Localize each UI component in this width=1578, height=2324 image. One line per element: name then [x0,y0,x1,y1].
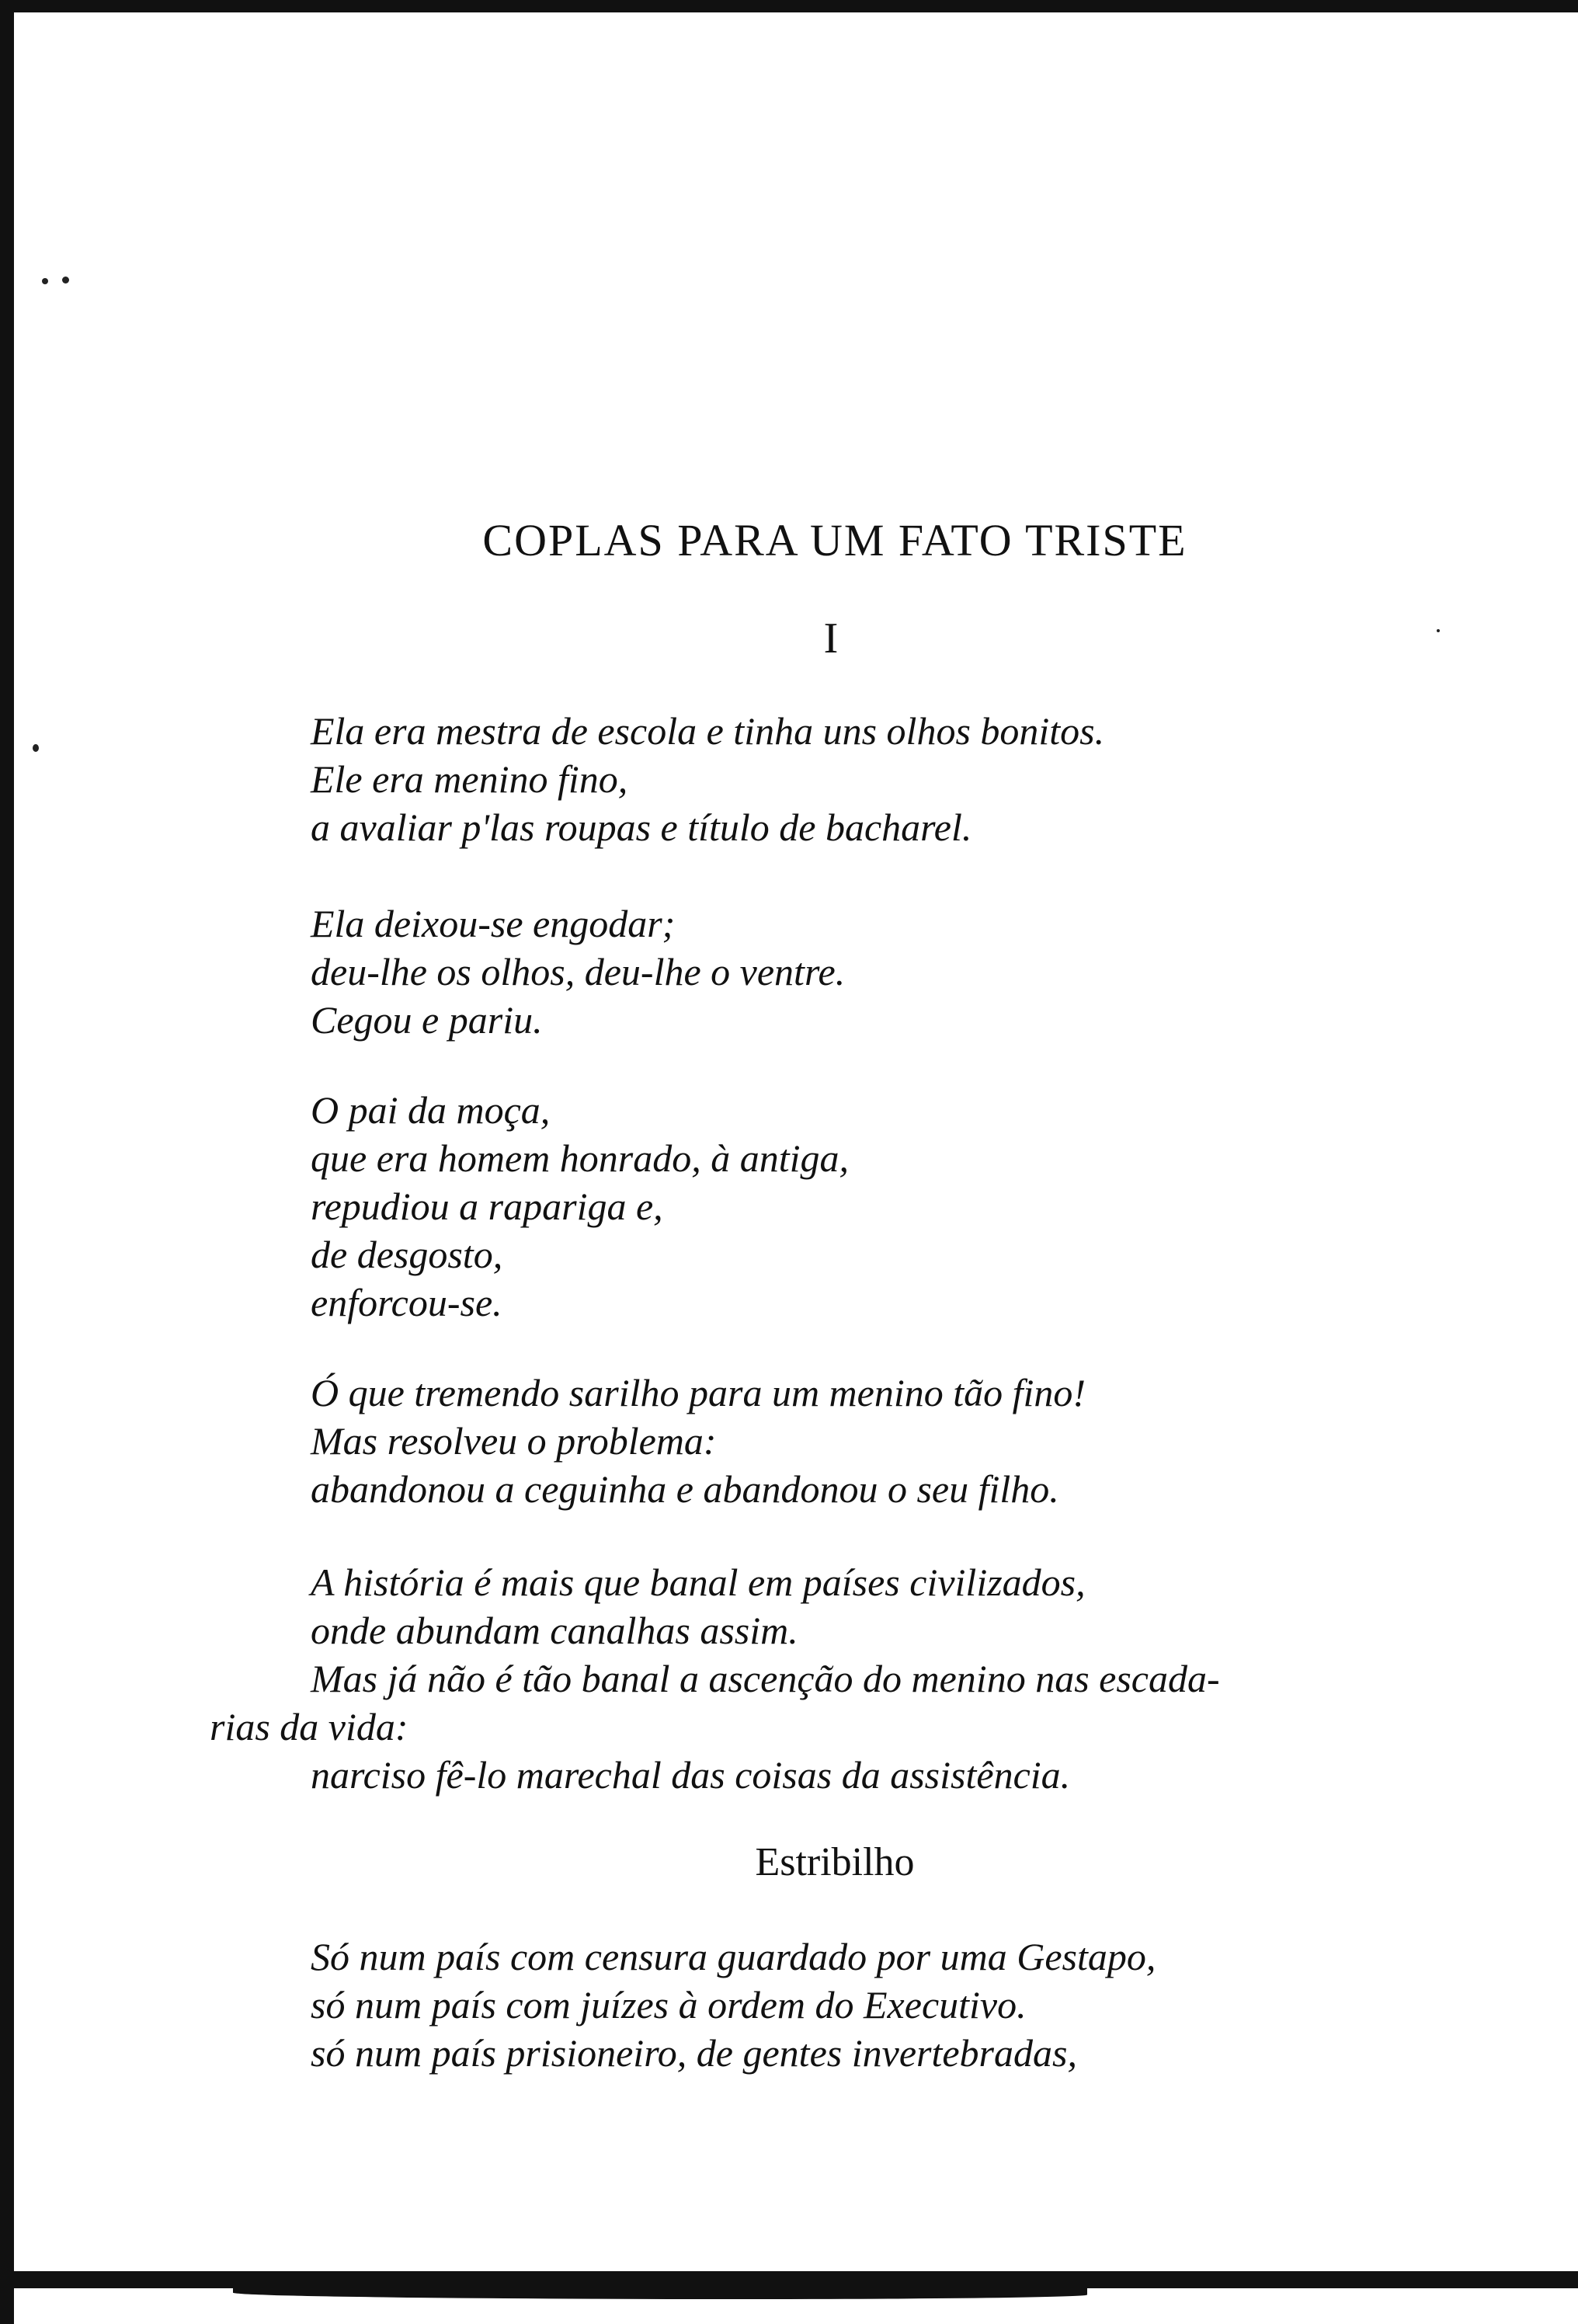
verse-line: Ó que tremendo sarilho para um menino tão fino! [311,1371,1086,1414]
verse-line: a avaliar p'las roupas e título de bacharel. [311,805,972,849]
scan-border-bottom [0,2271,1578,2288]
stanza-4 [311,1369,1475,1513]
verse-line: que era homem honrado, à antiga, [311,1136,849,1180]
scan-speck [42,278,48,284]
verse-line: enforcou-se. [311,1281,502,1324]
verse-line: O pai da moça, [311,1088,551,1132]
verse-line: Ela deixou-se engodar; [311,902,676,945]
scan-border-left [0,0,14,2324]
scan-border-bottom-edge [233,2288,1087,2299]
verse-line: A história é mais que banal em países civilizados, [311,1560,1086,1604]
refrain-heading: Estribilho [755,1840,915,1884]
verse-line: de desgosto, [311,1233,503,1276]
scan-speck [62,277,69,284]
verse-line: Ele era menino fino, [311,757,628,801]
verse-line: só num país com juízes à ordem do Executivo. [311,1983,1027,2027]
verse-line: narciso fê-lo marechal das coisas da assistência. [311,1753,1071,1797]
verse-line: só num país prisioneiro, de gentes invertebradas, [311,2031,1077,2075]
section-numeral: I [823,614,839,663]
stanza-5 [210,1558,1475,1799]
stanza-2 [311,899,1475,1044]
verse-line: Ela era mestra de escola e tinha uns olhos bonitos. [311,709,1105,753]
verse-line: Só num país com censura guardado por uma Gestapo, [311,1935,1156,1978]
verse-line: Mas resolveu o problema: [311,1419,717,1463]
scan-border-top [0,0,1578,12]
poem-title: COPLAS PARA UM FATO TRISTE [482,515,1187,565]
stanza-1 [311,707,1475,851]
verse-line: deu-lhe os olhos, deu-lhe o ventre. [311,950,846,993]
verse-line: Mas já não é tão banal a ascenção do menino nas escada- [311,1657,1220,1700]
verse-line: repudiou a rapariga e, [311,1185,663,1228]
verse-line: abandonou a ceguinha e abandonou o seu filho. [311,1467,1059,1511]
stanza-3 [311,1086,1475,1327]
verse-line-continuation: rias da vida: [210,1705,408,1748]
scan-speck [33,744,39,752]
verse-line: onde abundam canalhas assim. [311,1609,798,1652]
refrain [311,1933,1475,2077]
verse-line: Cegou e pariu. [311,998,543,1042]
